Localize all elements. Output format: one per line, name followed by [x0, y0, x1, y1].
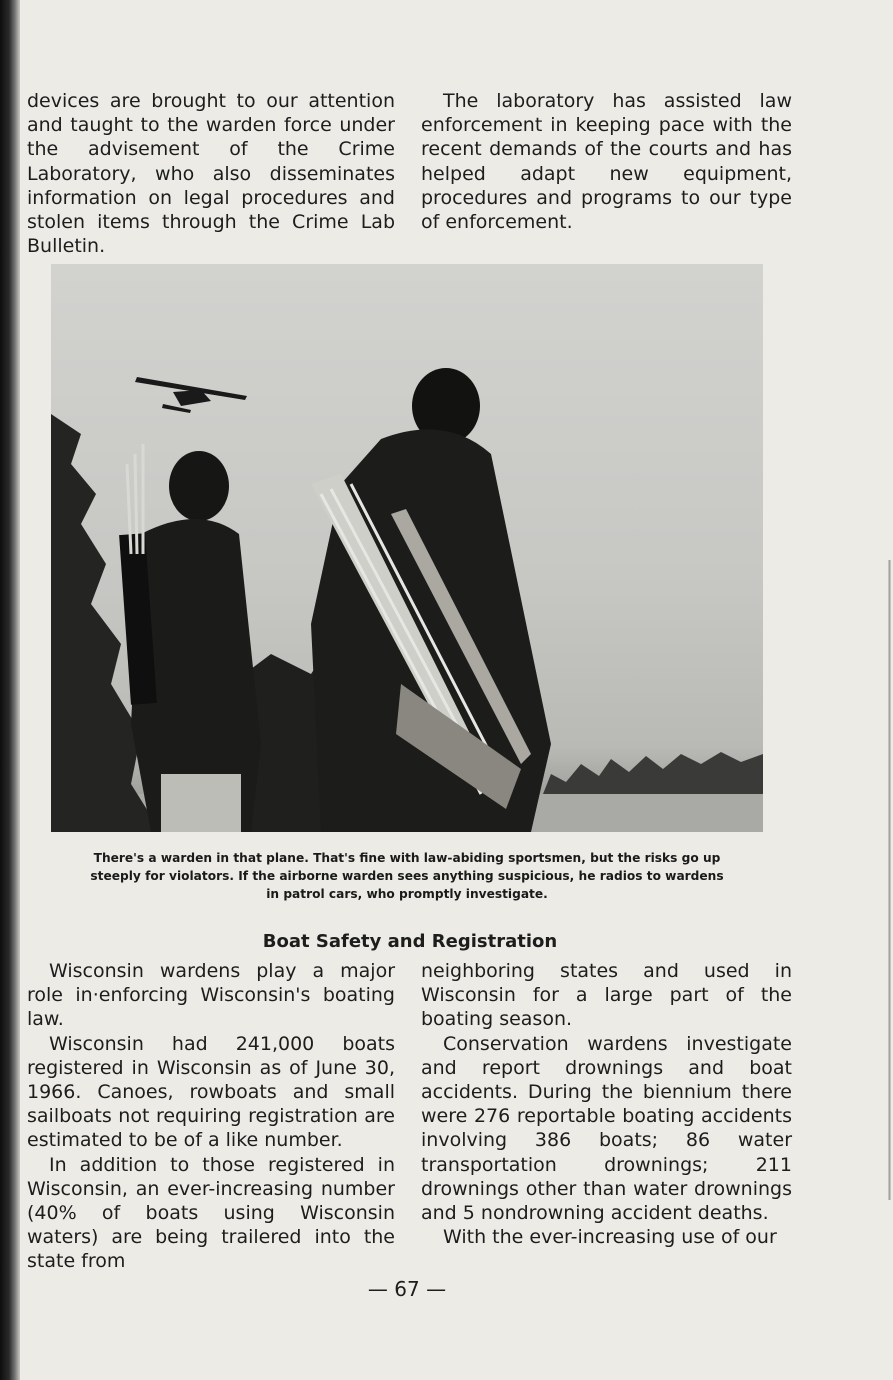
bottom-left-column — [27, 959, 395, 1274]
photo-illustration — [51, 264, 763, 832]
paragraph: Wisconsin had 241,000 boats registered in Wisconsin as of June 30, 1966. Canoes, rowboats and small sailboats not requiring registration are estimated to be of a like number. — [27, 1032, 395, 1152]
paragraph: The laboratory has assisted law enforcement in keeping pace with the recent demands of the courts and has helped adapt new equipment, procedures and programs to our type of enforcement. — [421, 90, 792, 234]
right-warden — [311, 368, 551, 832]
paragraph: In addition to those registered in Wisconsin, an ever-increasing number (40% of boats using Wisconsin waters) are being trailered into the state from — [27, 1153, 395, 1273]
page-edge — [888, 560, 891, 1200]
page-number: — 67 — — [367, 1277, 447, 1301]
top-right-column — [421, 89, 792, 234]
airplane — [135, 377, 247, 413]
caption-line: There's a warden in that plane. That's fine with law-abiding sportsmen, but the risks go up — [93, 851, 721, 865]
paragraph: devices are brought to our attention and taught to the warden force under the advisement of the Crime Laboratory, who also disseminates information on legal procedures and stolen items through the Crime Lab Bulletin. — [27, 90, 395, 258]
binding-edge — [0, 0, 20, 1380]
paragraph: With the ever-increasing use of our — [443, 1226, 777, 1249]
paragraph: Wisconsin wardens play a major role in·enforcing Wisconsin's boating law. — [27, 960, 395, 1031]
top-left-column — [27, 89, 395, 258]
caption-line: steeply for violators. If the airborne warden sees anything suspicious, he radios to wardens — [90, 869, 724, 883]
paragraph: Conservation wardens investigate and report drownings and boat accidents. During the biennium there were 276 reportable boating accidents involving 386 boats; 86 water transportation drownings; 211 drownings other than water drownings and 5 nondrowning accident deaths. — [421, 1032, 792, 1225]
left-warden — [119, 444, 261, 832]
wardens-archers-photo — [51, 264, 763, 832]
photo-caption — [51, 849, 763, 903]
section-heading: Boat Safety and Registration — [262, 931, 558, 952]
paragraph: neighboring states and used in Wisconsin for a large part of the boating season. — [421, 960, 792, 1031]
bottom-right-column — [421, 959, 792, 1249]
caption-line: in patrol cars, who promptly investigate. — [266, 887, 548, 901]
